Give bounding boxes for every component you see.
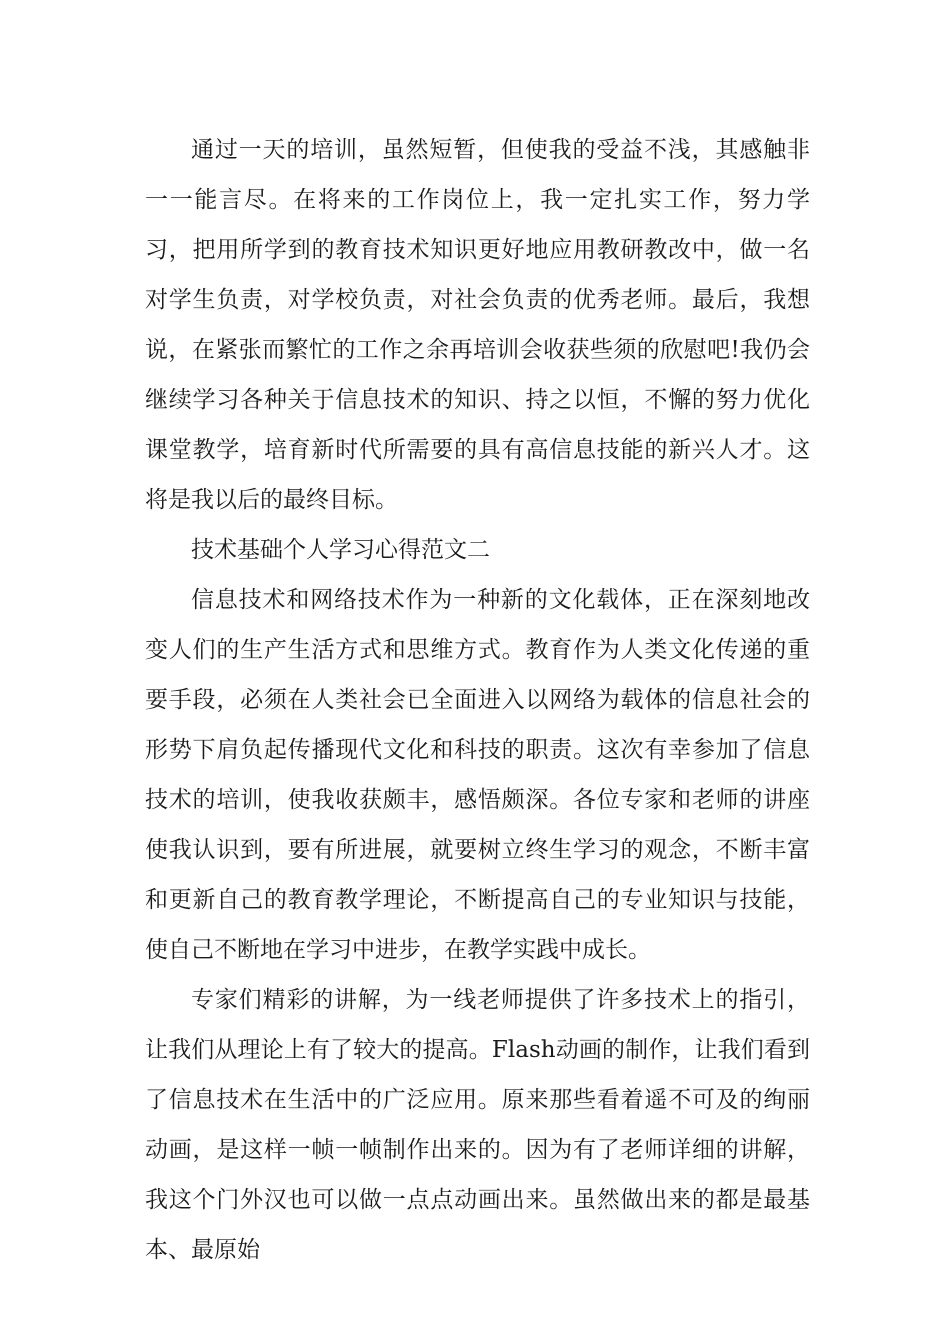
paragraph-training-reflection: 通过一天的培训，虽然短暂，但使我的受益不浅，其感触非一一能言尽。在将来的工作岗位上，我一定扎实工作，努力学习，把用所学到的教育技术知识更好地应用教研教改中，做一名对学生负责，对学校负责，对社会负责的优秀老师。最后，我想说，在紧张而繁忙的工作之余再培训会收获些须的欣慰吧!我仍会继续学习各种关于信息技术的知识、持之以恒，不懈的努力优化课堂教学，培育新时代所需要的具有高信息技能的新兴人才。这将是我以后的最终目标。 [145,137,810,513]
paragraph-information-technology: 信息技术和网络技术作为一种新的文化载体，正在深刻地改变人们的生产生活方式和思维方式。教育作为人类文化传递的重要手段，必须在人类社会已全面进入以网络为载体的信息社会的形势下肩负起传播现代文化和科技的职责。这次有幸参加了信息技术的培训，使我收获颇丰，感悟颇深。各位专家和老师的讲座使我认识到，要有所进展，就要树立终生学习的观念，不断丰富和更新自己的教育教学理论，不断提高自己的专业知识与技能，使自己不断地在学习中进步，在教学实践中成长。 [145,587,810,963]
document-body [145,125,810,1275]
section-heading: 技术基础个人学习心得范文二 [191,537,490,563]
paragraph-expert-lectures: 专家们精彩的讲解，为一线老师提供了许多技术上的指引，让我们从理论上有了较大的提高。Flash动画的制作，让我们看到了信息技术在生活中的广泛应用。原来那些看着遥不可及的绚丽动画，是这样一帧一帧制作出来的。因为有了老师详细的讲解，我这个门外汉也可以做一点点动画出来。虽然做出来的都是最基本、最原始 [145,987,810,1263]
